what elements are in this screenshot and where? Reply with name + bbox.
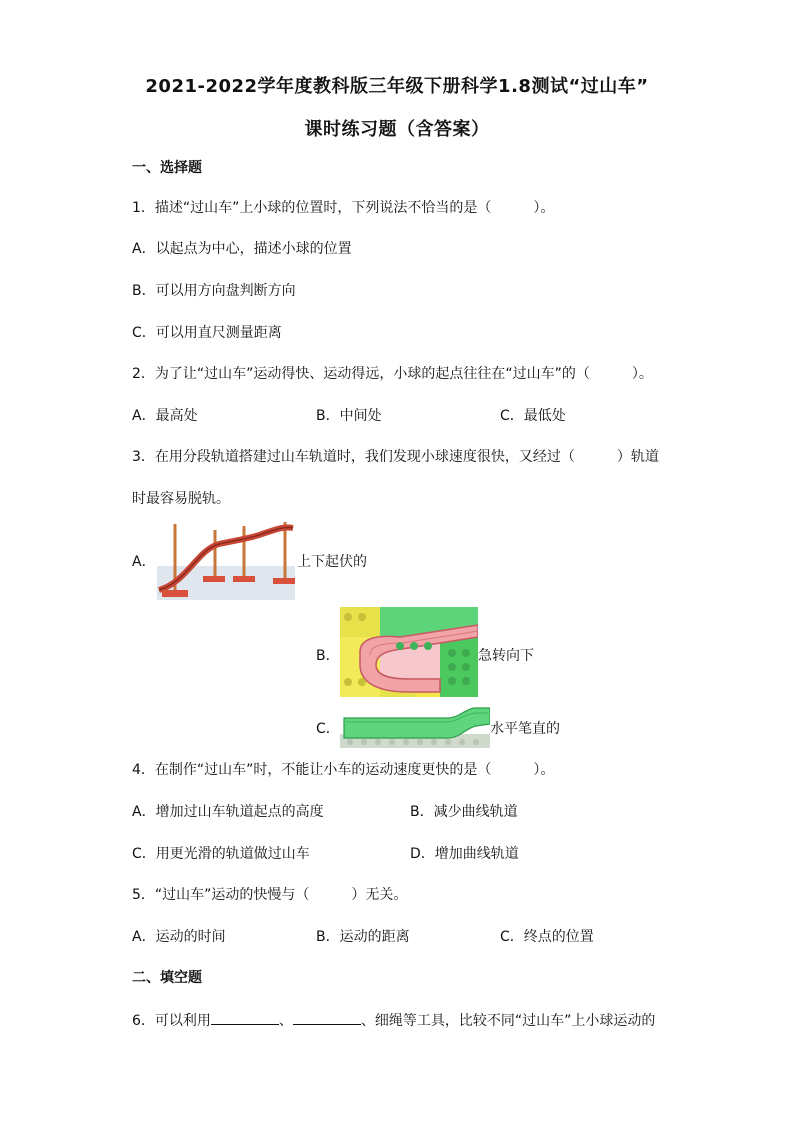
track-straight-image (340, 706, 490, 748)
q3-stem-line2: 时最容易脱轨。 (132, 491, 230, 507)
q6-text-part2: 、细绳等工具，比较不同“过山车”上小球运动的 (360, 1013, 656, 1029)
q3-option-a-letter: A． (132, 554, 156, 570)
q2-option-c: C．最低处 (500, 408, 566, 424)
track-undulating-image (157, 520, 295, 600)
q3-option-b-letter: B． (316, 648, 340, 664)
q1-stem: 1．描述“过山车”上小球的位置时，下列说法不恰当的是（ ）。 (132, 200, 555, 216)
q2-stem: 2．为了让“过山车”运动得快、运动得远，小球的起点往往在“过山车”的（ ）。 (132, 366, 653, 382)
track-sharp-turn-image (340, 607, 478, 697)
q6-blank-2[interactable] (293, 1023, 361, 1025)
q1-option-b: B．可以用方向盘判断方向 (132, 283, 296, 299)
q6-blank-1[interactable] (211, 1023, 279, 1025)
q4-option-b: B．减少曲线轨道 (410, 804, 518, 820)
q3-option-a-text: 上下起伏的 (297, 554, 367, 570)
q2-option-b: B．中间处 (316, 408, 382, 424)
section-heading-choice: 一、选择题 (132, 160, 202, 176)
q3-option-c-text: 水平笔直的 (490, 721, 560, 737)
q3-option-b-text: 急转向下 (478, 648, 534, 664)
doc-title-line2: 课时练习题（含答案） (304, 119, 490, 140)
q3-option-c-letter: C． (316, 721, 340, 737)
q4-option-d: D．增加曲线轨道 (410, 846, 519, 862)
q4-stem: 4．在制作“过山车”时，不能让小车的运动速度更快的是（ ）。 (132, 762, 555, 778)
q5-option-c: C．终点的位置 (500, 929, 594, 945)
q4-option-c: C．用更光滑的轨道做过山车 (132, 846, 310, 862)
q6-separator: 、 (278, 1013, 293, 1029)
q4-option-a: A．增加过山车轨道起点的高度 (132, 804, 324, 820)
q6-stem (132, 1010, 655, 1030)
q5-option-b: B．运动的距离 (316, 929, 410, 945)
q1-option-c: C．可以用直尺测量距离 (132, 325, 282, 341)
section-heading-fill-in: 二、填空题 (132, 970, 202, 986)
q2-option-a: A．最高处 (132, 408, 198, 424)
doc-title-line1: 2021-2022学年度教科版三年级下册科学1.8测试“过山车” (145, 76, 649, 97)
q1-option-a: A．以起点为中心，描述小球的位置 (132, 241, 352, 257)
q3-stem-line1: 3．在用分段轨道搭建过山车轨道时，我们发现小球速度很快，又经过（ ）轨道 (132, 449, 659, 465)
q5-option-a: A．运动的时间 (132, 929, 226, 945)
q6-text-part1: 6．可以利用 (132, 1013, 211, 1029)
q5-stem: 5．“过山车”运动的快慢与（ ）无关。 (132, 887, 408, 903)
